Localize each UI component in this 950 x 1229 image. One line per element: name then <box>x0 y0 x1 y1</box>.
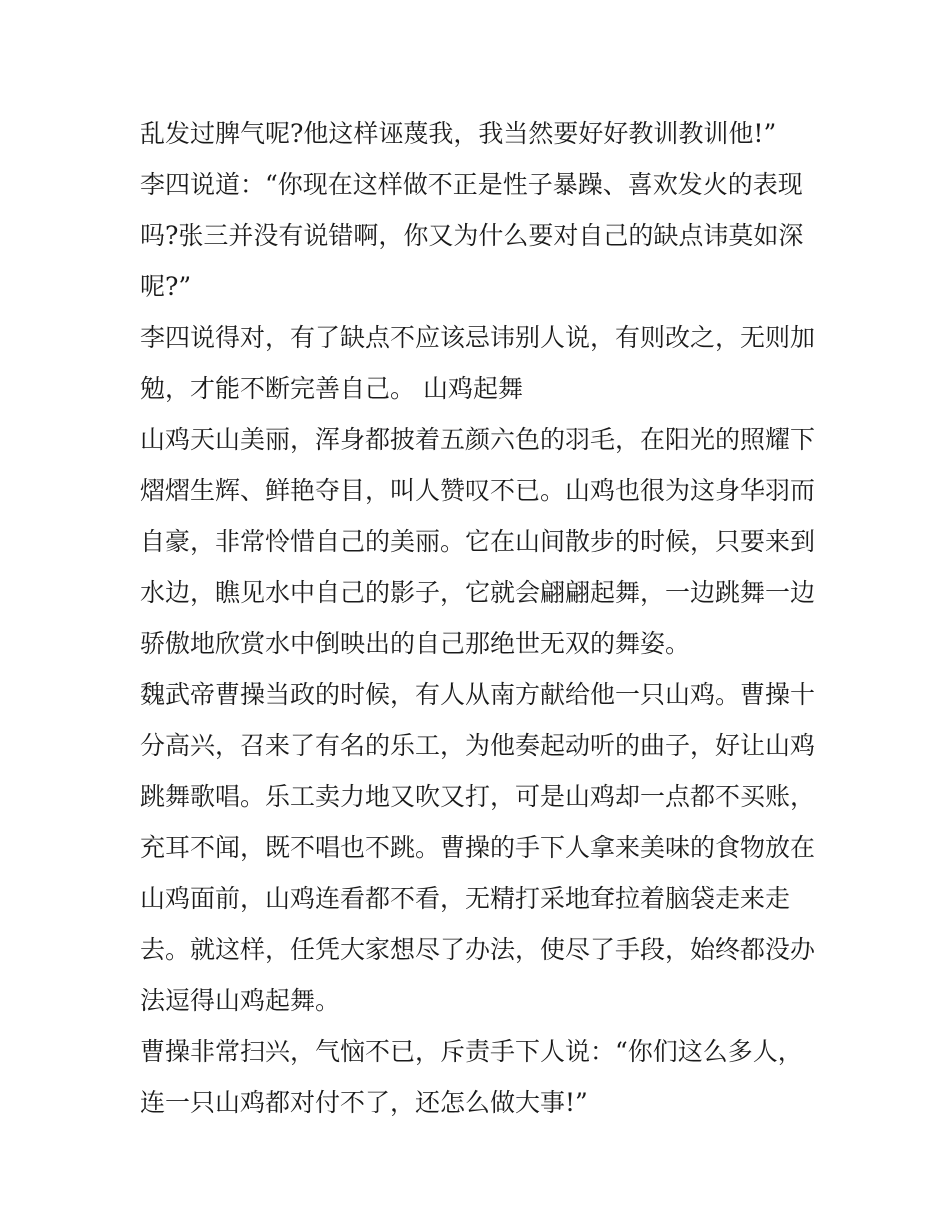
paragraph-1 <box>140 108 820 159</box>
paragraph-6 <box>140 1026 820 1128</box>
body-text <box>140 108 820 1128</box>
text-line: 骄傲地欣赏水中倒映出的自己那绝世无双的舞姿。 <box>140 629 691 658</box>
text-line: 水边，瞧见水中自己的影子，它就会翩翩起舞，一边跳舞一边 <box>140 578 816 607</box>
text-line: 曹操非常扫兴，气恼不已，斥责手下人说：“你们这么多人， <box>140 1037 803 1066</box>
paragraph-4 <box>140 414 820 669</box>
text-line: 自豪，非常怜惜自己的美丽。它在山间散步的时候，只要来到 <box>140 527 816 556</box>
paragraph-2 <box>140 159 820 312</box>
text-line: 山鸡天山美丽，浑身都披着五颜六色的羽毛，在阳光的照耀下 <box>140 425 816 454</box>
text-line: 熠熠生辉、鲜艳夺目，叫人赞叹不已。山鸡也很为这身华羽而 <box>140 476 816 505</box>
text-line: 去。就这样，任凭大家想尽了办法，使尽了手段，始终都没办 <box>140 935 816 964</box>
text-line: 魏武帝曹操当政的时候，有人从南方献给他一只山鸡。曹操十 <box>140 680 816 709</box>
paragraph-5 <box>140 669 820 1026</box>
text-line: 法逗得山鸡起舞。 <box>140 986 341 1015</box>
text-line: 呢?” <box>140 272 192 301</box>
text-line: 连一只山鸡都对付不了，还怎么做大事!” <box>140 1088 588 1117</box>
text-line: 充耳不闻，既不唱也不跳。曹操的手下人拿来美味的食物放在 <box>140 833 816 862</box>
text-line: 李四说得对，有了缺点不应该忌讳别人说，有则改之，无则加 <box>140 323 816 352</box>
text-line: 跳舞歌唱。乐工卖力地又吹又打，可是山鸡却一点都不买账， <box>140 782 816 811</box>
text-line: 李四说道：“你现在这样做不正是性子暴躁、喜欢发火的表现 <box>140 170 803 199</box>
paragraph-3 <box>140 312 820 414</box>
text-line: 分高兴，召来了有名的乐工，为他奏起动听的曲子，好让山鸡 <box>140 731 816 760</box>
text-line: 乱发过脾气呢?他这样诬蔑我，我当然要好好教训教训他!” <box>140 119 777 148</box>
text-line: 山鸡面前，山鸡连看都不看，无精打采地耷拉着脑袋走来走 <box>140 884 791 913</box>
text-line: 吗?张三并没有说错啊，你又为什么要对自己的缺点讳莫如深 <box>140 221 804 250</box>
text-line: 勉，才能不断完善自己。 山鸡起舞 <box>140 374 523 403</box>
